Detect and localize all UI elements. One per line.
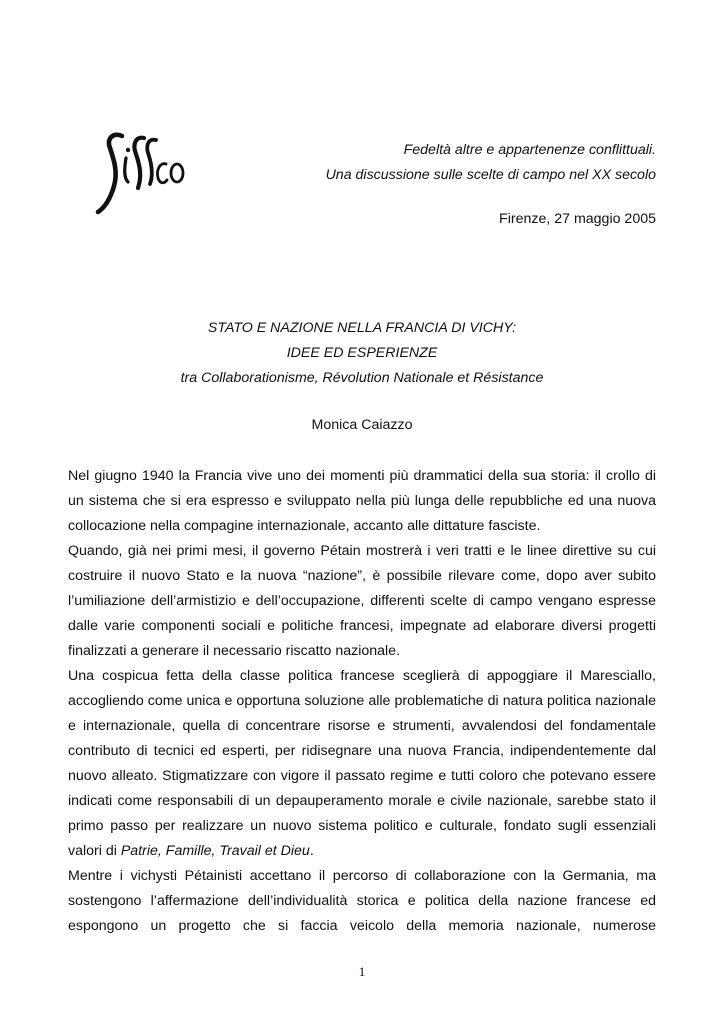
- paragraph-end: .: [309, 843, 314, 859]
- paragraph: [68, 664, 656, 864]
- paragraph-text: Una cospicua fetta della classe politica francese sceglierà di appoggiare il Maresciallo, accogliendo come unica e opportuna soluzione alle problematiche di natura politica nazionale e internazionale, quella di concentrare risorse e strumenti, avvalendosi del fondamentale contributo di tecnici ed esperti, per ridisegnare una nuova Francia, indipendentemente dal nuovo alleato. Stigmatizzare con vigore il passato regime e tutti coloro che potevano essere indicati come responsabili di un depauperamento morale e civile nazionale, sarebbe stato il primo passo per realizzare un nuovo sistema politico e culturale, fondato sugli essenziali valori di: [68, 668, 656, 859]
- motto: Patrie, Famille, Travail et Dieu: [120, 843, 310, 859]
- paragraph: Nel giugno 1940 la Francia vive uno dei momenti più drammatici della sua storia: il crollo di un sistema che si era espresso e sviluppato nella più lunga delle repubbliche ed una nuova collocazione nella compagine internazionale, accanto alle dittature fasciste.: [68, 468, 656, 534]
- paper-subtitle: tra Collaborationisme, Révolution Nationale et Résistance: [180, 370, 544, 386]
- paper-title-line-1: STATO E NAZIONE NELLA FRANCIA DI VICHY:: [207, 320, 517, 336]
- author-name: Monica Caiazzo: [311, 417, 413, 433]
- conference-header: [196, 138, 656, 232]
- paper-title-line-2: IDEE ED ESPERIENZE: [286, 345, 438, 361]
- conference-subtitle: Una discussione sulle scelte di campo nel XX secolo: [325, 167, 656, 183]
- paragraph: Quando, già nei primi mesi, il governo Pétain mostrerà i veri tratti e le linee direttive su cui costruire il nuovo Stato e la nuova “nazione”, è possibile rilevare come, dopo aver subito l’umiliazione dell’armistizio e dell’occupazione, differenti scelte di campo vengano espresse dalle varie componenti sociali e politiche francesi, impegnate ad elaborare diversi progetti finalizzati a generare il necessario riscatto nazionale.: [68, 543, 656, 659]
- paper-title: [0, 316, 724, 391]
- page-number: 1: [358, 964, 366, 979]
- body-text: [68, 464, 656, 939]
- conference-date: Firenze, 27 maggio 2005: [499, 211, 656, 227]
- conference-title: Fedeltà altre e appartenenze conflittuali.: [403, 142, 656, 158]
- sissco-logo-icon: [92, 128, 188, 220]
- paragraph: Mentre i vichysti Pétainisti accettano il percorso di collaborazione con la Germania, ma sostengono l’affermazione dell’individualità storica e politica della nazione francese ed espongono un progetto che si faccia veicolo della memoria nazionale, numerose: [68, 868, 656, 934]
